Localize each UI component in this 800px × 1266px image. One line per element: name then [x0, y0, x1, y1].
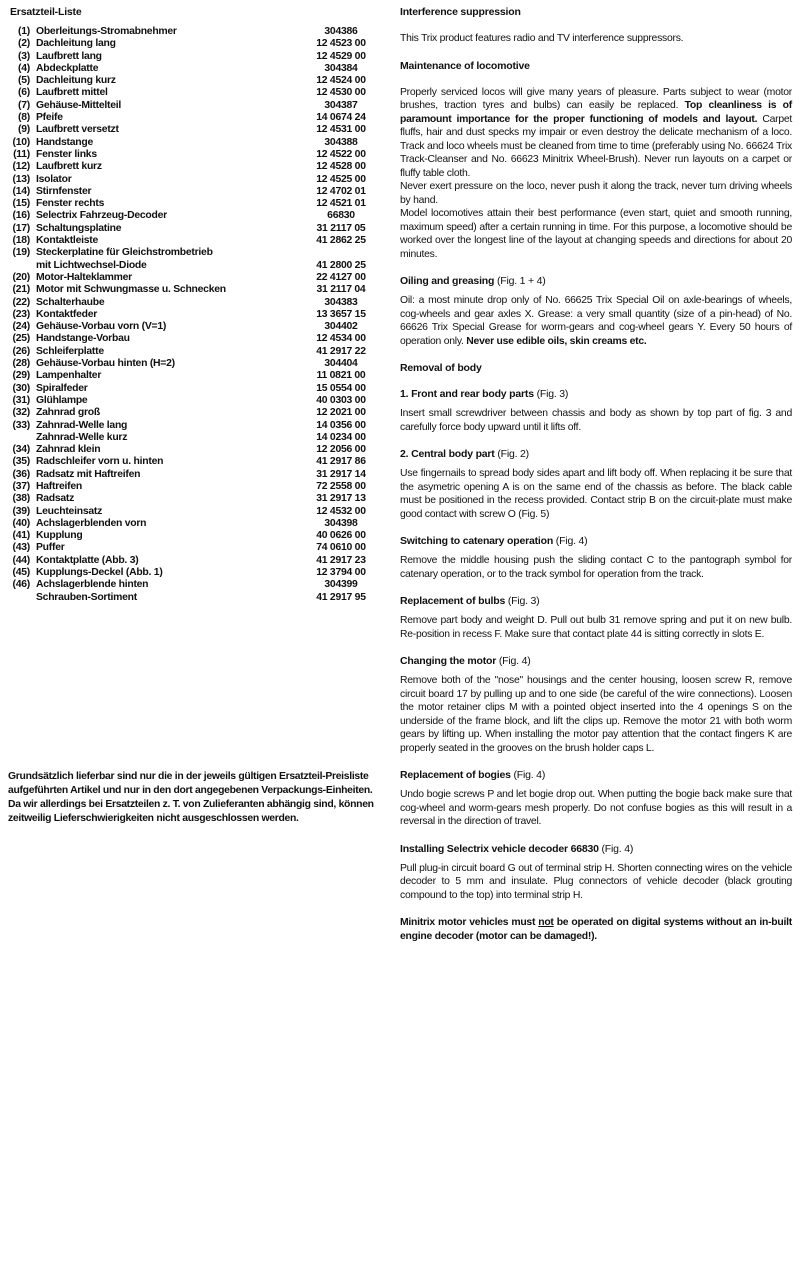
heading-text: Replacement of bulbs [400, 595, 506, 607]
text-bogies: Undo bogie screws P and let bogie drop out. When putting the bogie back make sure that cog-wheel and worm-gears mesh properly. Do not confuse bogies as this will result in a reversal in the direction of travel. [400, 789, 792, 827]
part-number: (32) [12, 407, 30, 419]
figure-ref: (Fig. 4) [513, 769, 546, 781]
parts-list-row [8, 38, 380, 50]
figure-ref: (Fig. 3) [536, 388, 569, 400]
part-code: 12 4521 01 [316, 198, 366, 210]
part-name: Kontaktleiste [36, 235, 98, 247]
part-number: (23) [12, 308, 30, 320]
part-number: (36) [12, 468, 30, 480]
part-code: 304404 [324, 358, 358, 370]
parts-list-row [8, 112, 380, 124]
part-code: 12 4702 01 [316, 185, 366, 197]
heading-motor [400, 655, 792, 667]
part-name: Laufbrett mittel [36, 87, 108, 99]
figure-ref: (Fig. 3) [507, 595, 540, 607]
part-name: Oberleitungs-Stromabnehmer [36, 26, 177, 37]
figure-ref: (Fig. 4) [555, 535, 588, 547]
part-number: (40) [12, 517, 30, 529]
parts-list-column [8, 6, 380, 604]
part-code: 12 4523 00 [316, 38, 366, 50]
heading-text: 1. Front and rear body parts [400, 388, 534, 400]
parts-list-row [8, 518, 380, 530]
text-central: Use fingernails to spread body sides apart and lift body off. When replacing it be sure that the asymetric opening A is on the same end of the chassis as before. The black cable must be positioned in the recess provided. Contact strip B on the circuit-plate must make good contact with screw O (Fig. 5) [400, 468, 792, 520]
part-number: (45) [12, 567, 30, 579]
part-code: 41 2800 25 [316, 259, 366, 271]
heading-central [400, 448, 792, 460]
part-code: 12 4525 00 [316, 173, 366, 185]
part-code: 304402 [324, 321, 358, 333]
part-code: 41 2917 86 [316, 456, 366, 468]
parts-list-row [8, 395, 380, 407]
parts-list-row [8, 174, 380, 186]
part-name: Schaltungsplatine [36, 222, 122, 234]
part-code: 72 2558 00 [316, 480, 366, 492]
part-code: 13 3657 15 [316, 308, 366, 320]
text-span: Properly serviced locos will give many years of pleasure. Parts subject to wear (motor brushes, traction tyres and bulbs) can easily be replaced. [400, 86, 792, 111]
part-code: 304388 [324, 136, 358, 148]
figure-ref: (Fig. 2) [497, 448, 529, 460]
part-code: 304386 [324, 26, 358, 37]
text-bulbs: Remove part body and weight D. Pull out bulb 31 remove spring and put it on new bulb. Re-position in recess F. Make sure that contact plate 44 is sitting correctly in slots E. [400, 615, 792, 640]
parts-list-row [8, 223, 380, 235]
part-code: 12 4531 00 [316, 124, 366, 136]
parts-list-row [8, 579, 380, 591]
parts-list-row [8, 260, 380, 272]
part-number: (33) [12, 419, 30, 431]
text-maintenance-1 [400, 86, 792, 181]
heading-text: 2. Central body part [400, 448, 495, 460]
part-name: Achslagerblende hinten [36, 579, 149, 591]
parts-list-row [8, 432, 380, 444]
part-code: 304384 [324, 62, 358, 74]
part-code: 41 2917 23 [316, 554, 366, 566]
text-interference: This Trix product features radio and TV interference suppressors. [400, 33, 684, 44]
text-span: Oil: a most minute drop only of No. 66625 Trix Special Oil on axle-bearings of wheels, cog-wheels and gear axles X. Grease: a very small quantity (size of a pin-head) of No. 66626 Trix Special Grease for worm-gears and cog-wheel gears Y. Every 50 hours of operation only. [400, 295, 792, 347]
part-number: (22) [12, 296, 30, 308]
part-code: 12 4530 00 [316, 87, 366, 99]
part-code: 41 2862 25 [316, 235, 366, 247]
heading-front-rear [400, 388, 792, 400]
parts-list-row [8, 161, 380, 173]
part-name: Zahnrad groß [36, 407, 100, 419]
figure-ref: (Fig. 4) [498, 655, 531, 667]
parts-list-row [8, 420, 380, 432]
part-code: 12 4522 00 [316, 148, 366, 160]
part-code: 15 0554 00 [316, 382, 366, 394]
text-catenary: Remove the middle housing push the sliding contact C to the pantograph symbol for catenary operation, or to the track symbol for operation from the track. [400, 555, 792, 580]
part-number: (10) [12, 136, 30, 148]
parts-list-row [8, 506, 380, 518]
heading-oiling [400, 275, 792, 287]
part-name: Pfeife [36, 112, 63, 124]
heading-text: Oiling and greasing [400, 275, 495, 287]
heading-maintenance: Maintenance of locomotive [400, 59, 530, 72]
part-code: 31 2117 04 [316, 284, 366, 296]
part-number: (46) [12, 579, 30, 591]
parts-list-row [8, 370, 380, 382]
part-name: Fenster rechts [36, 198, 105, 210]
part-code: 11 0821 00 [316, 370, 366, 382]
part-name: Achslagerblenden vorn [36, 517, 147, 529]
parts-list-row [8, 592, 380, 604]
parts-list-row [8, 481, 380, 493]
part-name: Selectrix Fahrzeug-Decoder [36, 210, 167, 222]
part-name: Gehäuse-Mittelteil [36, 99, 121, 111]
part-name: Isolator [36, 173, 72, 185]
part-name: Dachleitung lang [36, 38, 116, 50]
parts-list-row [8, 124, 380, 136]
part-code: 304398 [324, 517, 358, 529]
heading-text: Changing the motor [400, 655, 497, 667]
part-name: Gehäuse-Vorbau hinten (H=2) [36, 358, 175, 370]
parts-list-row [8, 26, 380, 38]
part-name: Zahnrad klein [36, 444, 101, 456]
part-code: 22 4127 00 [316, 271, 366, 283]
parts-list-row [8, 210, 380, 222]
heading-text: Installing Selectrix vehicle decoder 66830 [400, 842, 599, 855]
parts-list-row [8, 137, 380, 149]
part-number: (5) [18, 75, 30, 87]
figure-ref: (Fig. 1 + 4) [496, 275, 546, 287]
text-maintenance-3: Model locomotives attain their best performance (even start, quiet and smooth running, maximum speed) after a certain running in time. For this purpose, a locomotive should be worked over the longest line of the layout at changing speeds and directions for about 20 minutes. [400, 208, 792, 260]
part-code: 304383 [324, 296, 358, 308]
digital-warning [400, 916, 792, 943]
text-span: Carpet fluffs, hair and dust specks my impair or even destroy the delicate mechanism of a loco. Track and loco wheels must be cleaned from time to time (preferably using No. 66624 Trix Track-Cleanser and No. 66623 Minitrix Wheel-Brush). Never run layouts on a carpet or fluffy table cloth. [400, 113, 793, 179]
part-name: Zahnrad-Welle kurz [36, 431, 128, 443]
heading-removal: Removal of body [400, 362, 482, 374]
part-number: (30) [12, 382, 30, 394]
parts-list-title: Ersatzteil-Liste [10, 6, 82, 18]
part-code: 14 0234 00 [316, 431, 366, 443]
heading-text: Replacement of bogies [400, 769, 511, 781]
parts-list-row [8, 358, 380, 370]
part-number: (29) [12, 370, 30, 382]
part-name: Handstange [36, 136, 93, 148]
heading-interference: Interference suppression [400, 6, 521, 18]
part-code: 12 4529 00 [316, 50, 366, 62]
part-code: 12 4524 00 [316, 75, 366, 87]
parts-list-row [8, 297, 380, 309]
text-emphasis: Top cleanliness is of paramount importance for the proper functioning of models and layout. [400, 100, 792, 125]
part-number: (2) [18, 38, 30, 50]
part-name: Fenster links [36, 148, 97, 160]
parts-list [8, 26, 380, 604]
parts-list-row [8, 272, 380, 284]
parts-list-row [8, 87, 380, 99]
part-name: Schleiferplatte [36, 345, 104, 357]
part-code: 40 0303 00 [316, 394, 366, 406]
text-oiling [400, 294, 792, 348]
part-name: Haftreifen [36, 480, 82, 492]
parts-list-row [8, 284, 380, 296]
part-code: 304387 [324, 99, 358, 111]
part-number: (37) [12, 480, 30, 492]
parts-list-row [8, 321, 380, 333]
availability-notice: Grundsätzlich lieferbar sind nur die in der jeweils gültigen Ersatzteil-Preisliste aufgeführten Artikel und nur in den dort angegebenen Verpackungs-Einheiten. Da wir allerdings bei Ersatzteilen z. T. von Zulieferanten abhängig sind, können zeitweilig Lieferschwierigkeiten nicht ausgeschlossen werden. [8, 771, 374, 824]
part-code: 31 2917 13 [316, 493, 366, 505]
parts-list-row [8, 235, 380, 247]
figure-ref: (Fig. 4) [601, 842, 634, 855]
part-name: Kupplungs-Deckel (Abb. 1) [36, 567, 163, 579]
part-number: (17) [12, 222, 30, 234]
heading-bulbs [400, 595, 792, 607]
parts-list-row [8, 51, 380, 63]
part-number: (38) [12, 493, 30, 505]
part-number: (1) [18, 26, 30, 37]
text-span: Minitrix motor vehicles must [400, 917, 539, 928]
part-code: 66830 [327, 210, 355, 222]
parts-list-row [8, 75, 380, 87]
part-number: (9) [18, 124, 30, 136]
part-number: (44) [12, 554, 30, 566]
part-code: 304399 [324, 579, 358, 591]
part-number: (19) [12, 247, 30, 259]
parts-list-row [8, 100, 380, 112]
part-code: 41 2917 22 [316, 345, 366, 357]
part-name: Glühlampe [36, 394, 88, 406]
parts-list-row [8, 456, 380, 468]
part-number: (15) [12, 198, 30, 210]
part-code: 12 3794 00 [316, 567, 366, 579]
part-number: (4) [18, 62, 30, 74]
part-name: Schalterhaube [36, 296, 105, 308]
part-code: 31 2117 05 [316, 222, 366, 234]
part-number: (8) [18, 112, 30, 124]
part-name: Radsatz [36, 493, 75, 505]
heading-catenary [400, 535, 792, 547]
parts-list-row [8, 530, 380, 542]
parts-list-row [8, 493, 380, 505]
part-name: Zahnrad-Welle lang [36, 419, 128, 431]
part-code: 40 0626 00 [316, 530, 366, 542]
part-code: 14 0356 00 [316, 419, 366, 431]
parts-list-row [8, 555, 380, 567]
part-name: Leuchteinsatz [36, 505, 103, 517]
parts-list-row [8, 309, 380, 321]
part-number: (21) [12, 284, 30, 296]
part-name: Laufbrett kurz [36, 161, 102, 173]
part-number: (26) [12, 345, 30, 357]
part-name: Spiralfeder [36, 382, 88, 394]
part-code: 12 2021 00 [316, 407, 366, 419]
part-code: 14 0674 24 [316, 112, 366, 124]
part-name: Dachleitung kurz [36, 75, 116, 87]
part-name: Kontaktplatte (Abb. 3) [36, 554, 139, 566]
text-emphasis: not [538, 917, 554, 928]
part-number: (20) [12, 271, 30, 283]
text-maintenance-2: Never exert pressure on the loco, never push it along the track, never turn driving wheels by hand. [400, 181, 792, 206]
part-code: 12 2056 00 [316, 444, 366, 456]
parts-list-row [8, 542, 380, 554]
text-span: be operated on digital systems without an in-built engine decoder (motor can be damaged!). [400, 917, 792, 942]
part-number: (34) [12, 444, 30, 456]
part-number: (16) [12, 210, 30, 222]
parts-list-row [8, 444, 380, 456]
part-number: (6) [18, 87, 30, 99]
parts-list-row [8, 63, 380, 75]
part-number: (41) [12, 530, 30, 542]
parts-list-row [8, 407, 380, 419]
part-name: Gehäuse-Vorbau vorn (V=1) [36, 321, 167, 333]
parts-list-row [8, 247, 380, 259]
parts-list-row [8, 346, 380, 358]
part-number: (13) [12, 173, 30, 185]
part-code: 41 2917 95 [316, 591, 366, 603]
part-name: Stirnfenster [36, 185, 92, 197]
part-number: (7) [18, 99, 30, 111]
part-name: Laufbrett versetzt [36, 124, 119, 136]
part-number: (14) [12, 185, 30, 197]
parts-list-row [8, 567, 380, 579]
part-number: (31) [12, 394, 30, 406]
part-code: 31 2917 14 [316, 468, 366, 480]
text-decoder: Pull plug-in circuit board G out of terminal strip H. Shorten connecting wires on the vehicle decoder to 5 mm and insulate. Plug connectors of vehicle decoder (black grouting compound to the top) into terminal strip H. [400, 862, 792, 901]
part-number: (24) [12, 321, 30, 333]
text-front-rear: Insert small screwdriver between chassis and body as shown by top part of fig. 3 and carefully force body upward until it lifts off. [400, 408, 792, 433]
parts-list-row [8, 149, 380, 161]
part-name: mit Lichtwechsel-Diode [36, 259, 147, 271]
parts-list-row [8, 198, 380, 210]
part-name: Laufbrett lang [36, 50, 102, 62]
parts-list-row [8, 383, 380, 395]
heading-text: Switching to catenary operation [400, 535, 554, 547]
part-name: Handstange-Vorbau [36, 333, 130, 345]
part-number: (25) [12, 333, 30, 345]
instructions-column [400, 6, 792, 943]
parts-list-row [8, 469, 380, 481]
text-emphasis: Never use edible oils, skin creams etc. [466, 335, 647, 347]
heading-bogies [400, 769, 792, 781]
part-number: (3) [18, 50, 30, 62]
part-name: Schrauben-Sortiment [36, 591, 137, 603]
part-number: (18) [12, 235, 30, 247]
part-number: (43) [12, 542, 30, 554]
part-code: 12 4528 00 [316, 161, 366, 173]
part-name: Lampenhalter [36, 370, 102, 382]
part-name: Kupplung [36, 530, 83, 542]
text-motor: Remove both of the "nose" housings and the center housing, loosen screw R, remove circuit board 17 by pulling up and to one side (be careful of the wire connections). Loosen the motor retainer clips M with a pointed object inserted into the 4 openings S on the underside of the frame block, and lift the clips up. Remove the motor 21 with both worm gears by lifting up. When installing the motor pay attention that the contact fingers K are properly seated in the grooves on the brush holder caps L. [400, 675, 792, 754]
part-code: 12 4534 00 [316, 333, 366, 345]
part-name: Radschleifer vorn u. hinten [36, 456, 164, 468]
part-number: (28) [12, 358, 30, 370]
part-number: (35) [12, 456, 30, 468]
part-name: Motor-Halteklammer [36, 271, 132, 283]
part-code: 12 4532 00 [316, 505, 366, 517]
part-name: Abdeckplatte [36, 62, 99, 74]
parts-list-row [8, 186, 380, 198]
part-name: Puffer [36, 542, 65, 554]
part-name: Steckerplatine für Gleichstrombetrieb [36, 247, 213, 259]
part-number: (11) [13, 148, 30, 160]
part-number: (12) [12, 161, 30, 173]
part-code: 74 0610 00 [316, 542, 366, 554]
part-name: Kontaktfeder [36, 308, 98, 320]
part-name: Motor mit Schwungmasse u. Schnecken [36, 284, 226, 296]
part-number: (39) [12, 505, 30, 517]
parts-list-row [8, 333, 380, 345]
heading-decoder [400, 843, 792, 855]
part-name: Radsatz mit Haftreifen [36, 468, 141, 480]
